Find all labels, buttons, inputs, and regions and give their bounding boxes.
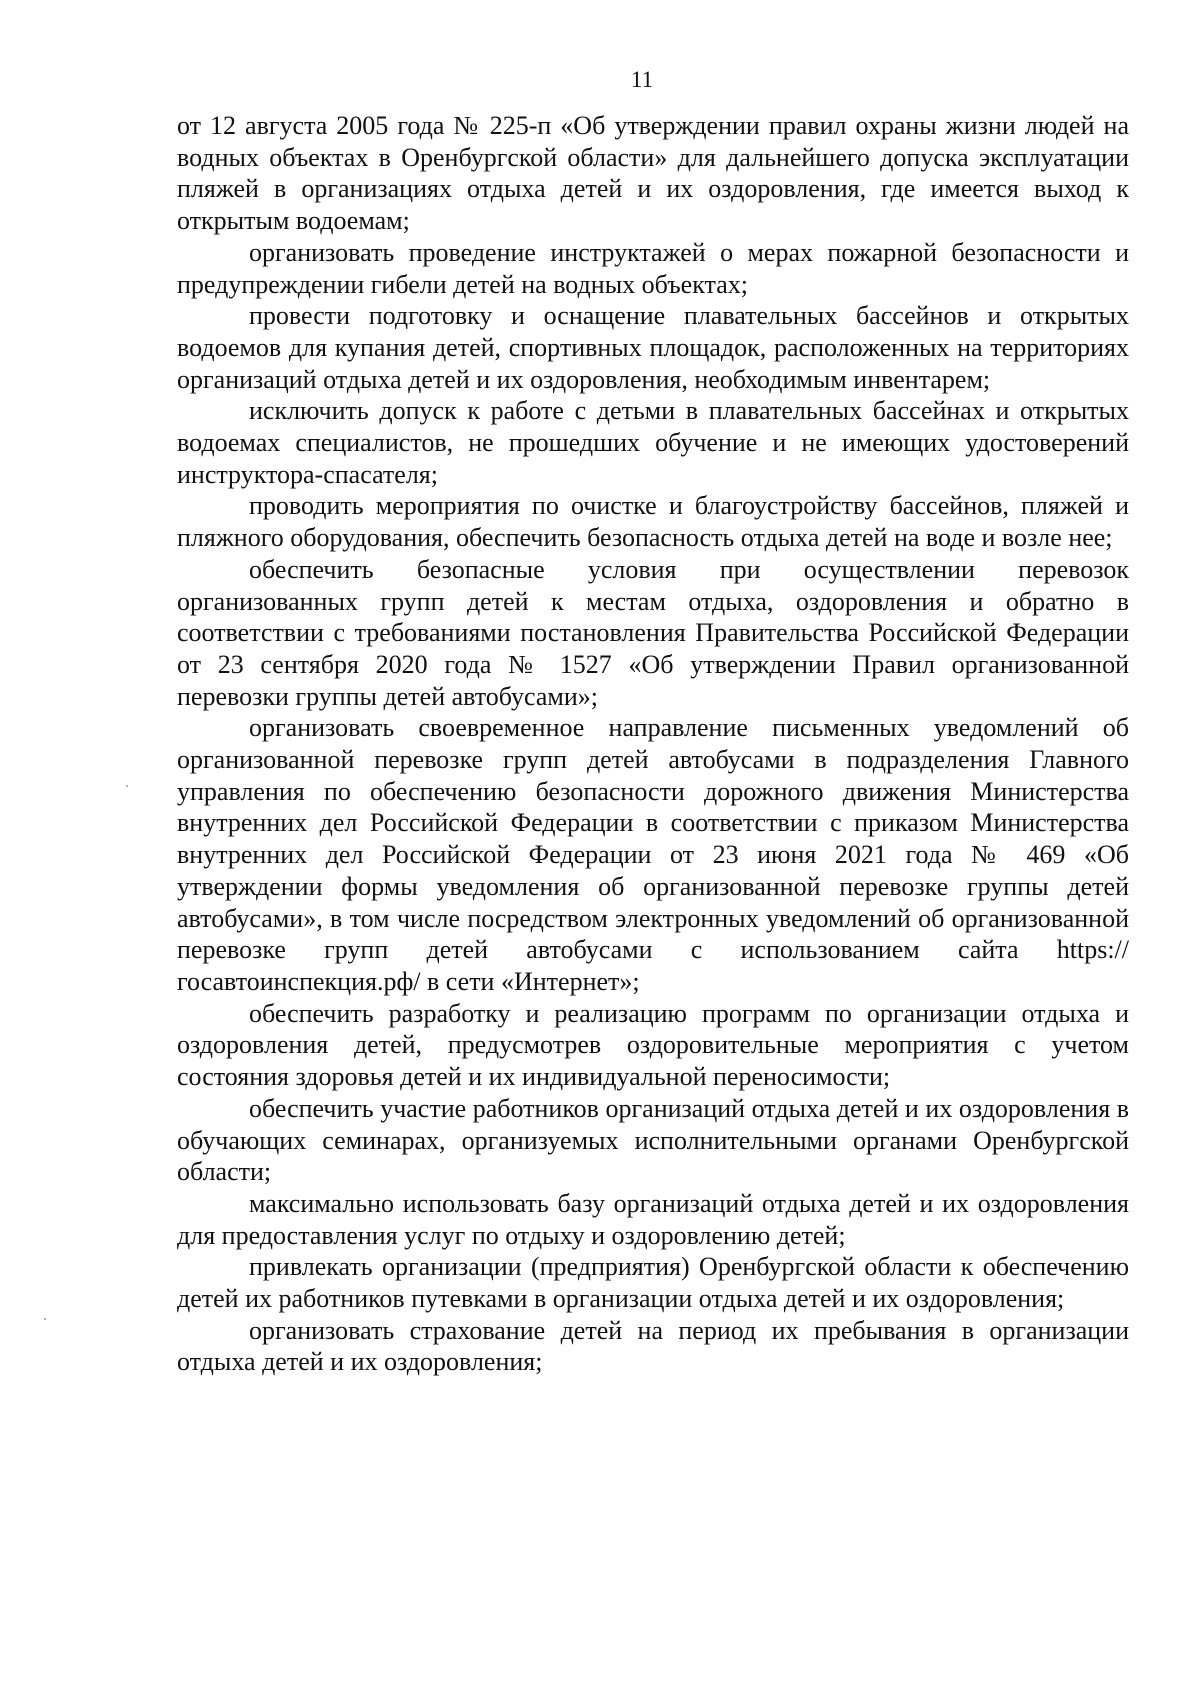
- paragraph-use-facilities: максимально использовать базу организаций отдыха детей и их оздоровления для предоставления услуг по отдыху и оздоровлению детей;: [177, 1188, 1129, 1250]
- scan-speck: [44, 1318, 46, 1320]
- paragraph-child-insurance: организовать страхование детей на период их пребывания в организации отдыха детей и их оздоровления;: [177, 1315, 1129, 1377]
- scan-speck: [126, 785, 128, 787]
- paragraph-staff-seminars: обеспечить участие работников организаций отдыха детей и их оздоровления в обучающих семинарах, организуемых исполнительными органами Оренбургской области;: [177, 1093, 1129, 1187]
- paragraph-lifeguard-admission: исключить допуск к работе с детьми в плавательных бассейнах и открытых водоемах специалистов, не прошедших обучение и не имеющих удостоверений инструктора-спасателя;: [177, 396, 1129, 489]
- paragraph-health-programs: обеспечить разработку и реализацию программ по организации отдыха и оздоровления детей, предусмотрев оздоровительные мероприятия с учетом состояния здоровья детей и их индивидуальной переносимости;: [177, 998, 1129, 1092]
- paragraph-pool-preparation: провести подготовку и оснащение плавательных бассейнов и открытых водоемов для купания детей, спортивных площадок, расположенных на территориях организаций отдыха детей и их оздоровления, необходимым инвентарем;: [177, 301, 1129, 394]
- paragraph-transport-notification: организовать своевременное направление письменных уведомлений об организованной перевозке групп детей автобусами в подразделения Главного управления по обеспечению безопасности дорожного движения Министерства внутренних дел Российской Федерации в соответствии с приказом Министерства внутренних дел Российской Федерации от 23 июня 2021 года № 469 «Об утверждении формы уведомления об организованной перевозке группы детей автобусами», в том числе посредством электронных уведомлений об организованной перевозке групп детей автобусами с использованием сайта https://госавтоинспекция.рф/ в сети «Интернет»;: [177, 713, 1129, 996]
- paragraph-transport-safety: обеспечить безопасные условия при осуществлении перевозок организованных групп детей к местам отдыха, оздоровления и обратно в соответствии с требованиями постановления Правительства Российской Федерации от 23 сентября 2020 года № 1527 «Об утверждении Правил организованной перевозки группы детей автобусами»;: [177, 554, 1129, 711]
- paragraph-continuation: от 12 августа 2005 года № 225-п «Об утверждении правил охраны жизни людей на водных объектах в Оренбургской области» для дальнейшего допуска эксплуатации пляжей в организациях отдыха детей и их оздоровления, где имеется выход к открытым водоемам;: [177, 111, 1129, 236]
- paragraph-beach-cleaning: проводить мероприятия по очистке и благоустройству бассейнов, пляжей и пляжного оборудования, обеспечить безопасность отдыха детей на воде и возле нее;: [177, 491, 1129, 553]
- document-body: [177, 110, 1129, 1378]
- page-number: 11: [630, 67, 654, 92]
- paragraph-employer-vouchers: привлекать организации (предприятия) Оренбургской области к обеспечению детей их работников путевками в организации отдыха детей и их оздоровления;: [177, 1252, 1129, 1314]
- paragraph-fire-safety-briefing: организовать проведение инструктажей о мерах пожарной безопасности и предупреждении гибели детей на водных объектах;: [177, 237, 1129, 299]
